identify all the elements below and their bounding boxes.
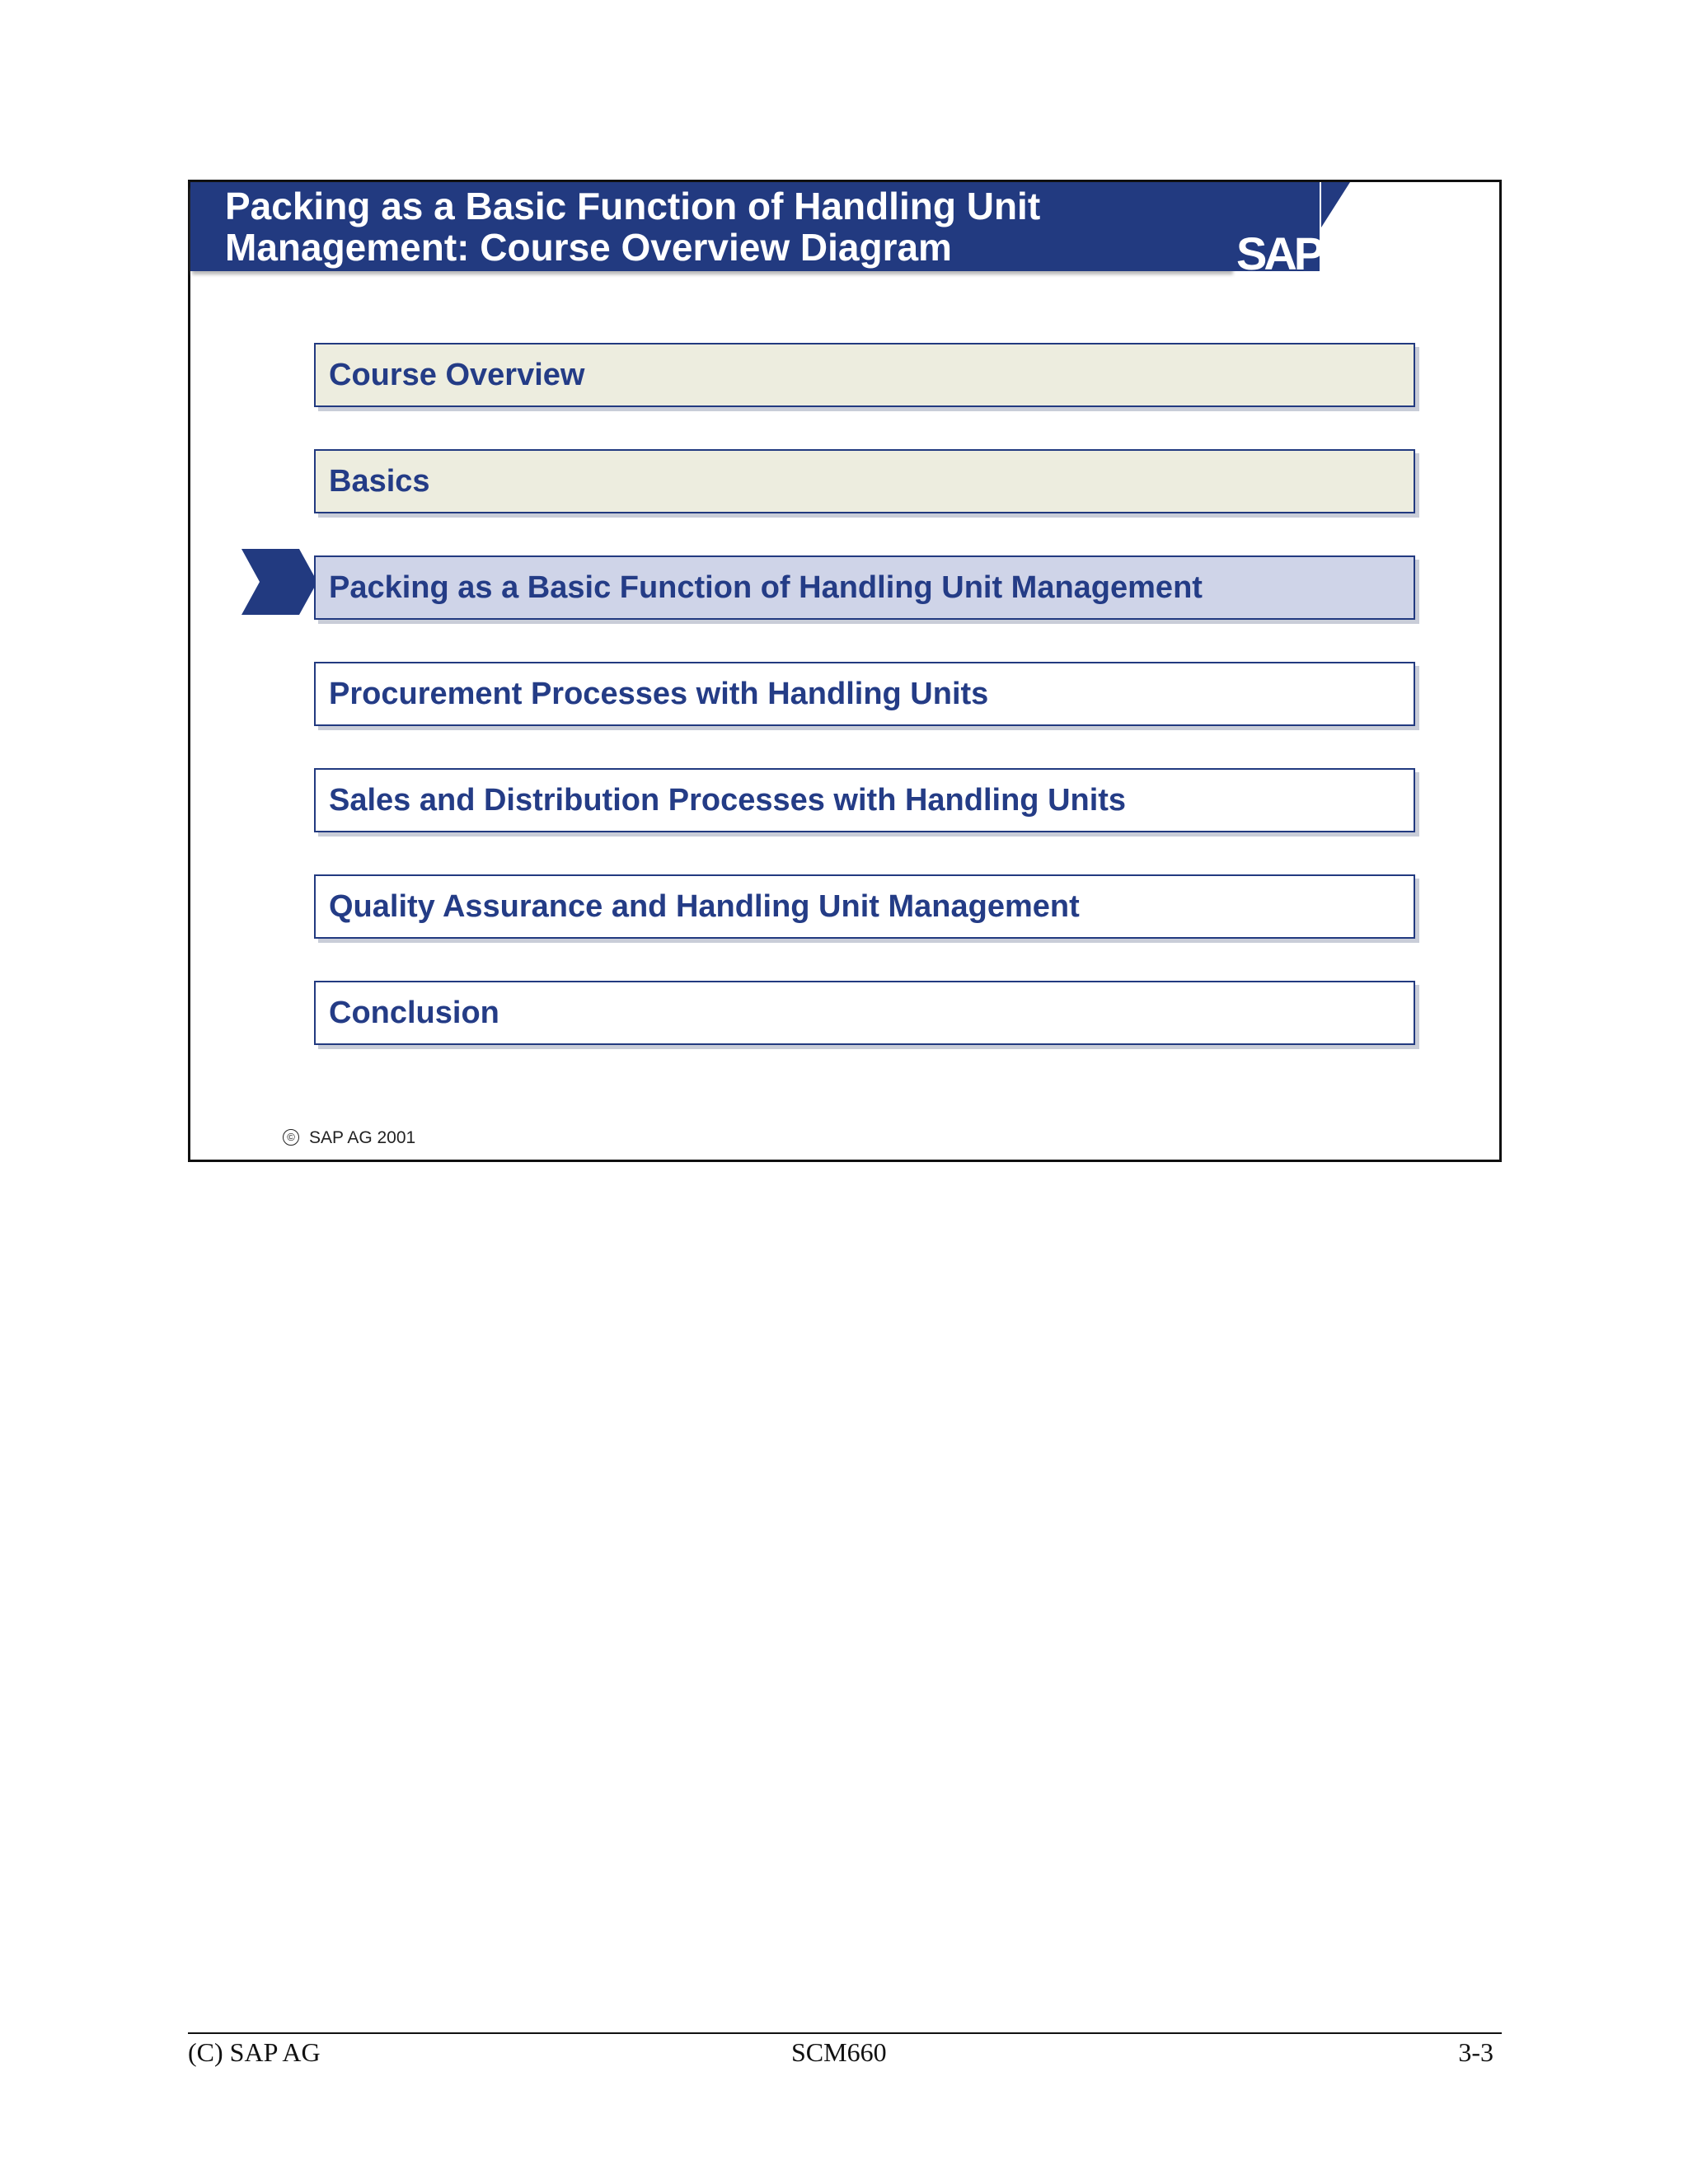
course-item-basics[interactable]	[314, 449, 1415, 513]
course-item-label: Sales and Distribution Processes with Handling Units	[329, 782, 1127, 818]
footer-left: (C) SAP AG	[188, 2037, 321, 2067]
course-item-label: Quality Assurance and Handling Unit Management	[329, 888, 1080, 924]
footer-divider	[188, 2032, 1502, 2034]
copyright-icon: ©	[283, 1129, 299, 1146]
course-item-label: Procurement Processes with Handling Units	[329, 676, 989, 711]
footer-page-number: 3-3	[1458, 2037, 1493, 2067]
course-item-label: Conclusion	[329, 995, 499, 1030]
svg-text:SAP: SAP	[1236, 227, 1322, 273]
slide-frame	[188, 180, 1502, 1162]
title-bar	[190, 182, 1235, 271]
footer-course-code: SCM660	[791, 2037, 887, 2067]
course-item-label: Basics	[329, 463, 430, 499]
course-item-quality-assurance[interactable]	[314, 874, 1415, 939]
slide-title-line-1: Packing as a Basic Function of Handling Unit	[225, 185, 1041, 227]
course-item-packing[interactable]	[314, 555, 1415, 620]
course-item-course-overview[interactable]	[314, 343, 1415, 407]
slide-title-line-2: Management: Course Overview Diagram	[225, 226, 952, 269]
course-item-label: Course Overview	[329, 357, 585, 392]
sap-logo	[1235, 182, 1350, 273]
slide-copyright: SAP AG 2001	[309, 1128, 416, 1147]
course-item-procurement[interactable]	[314, 662, 1415, 726]
course-item-label: Packing as a Basic Function of Handling Unit Management	[329, 569, 1203, 605]
course-item-sales-distribution[interactable]	[314, 768, 1415, 832]
chevron-right-icon	[241, 549, 317, 615]
course-item-conclusion[interactable]	[314, 981, 1415, 1045]
slide-title	[225, 185, 1214, 268]
